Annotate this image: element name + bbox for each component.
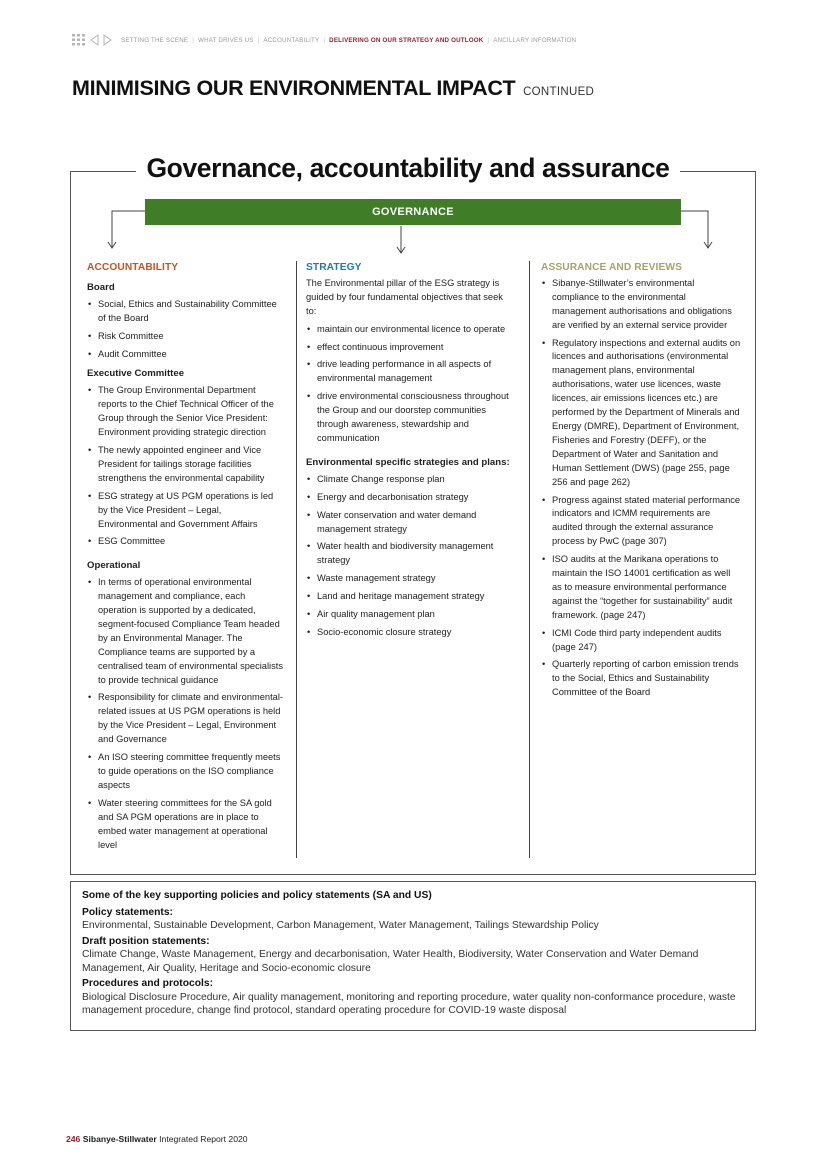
list-item: • The Group Environmental Department reports to the Chief Technical Officer of the Group through the Senior Vice President: Environment providing strategic direction xyxy=(87,384,283,440)
list-item: • Regulatory inspections and external audits on licences and authorisations (environmental management plans, environmental authorisations, water use licences, waste licences, air emissions licences etc.) are performed by the Department of Minerals and Energy (DMRE), Department of Environment, Fisheries and Forestry (DEFF), or the Department of Water and Sanitation and Human Settlement (DWS) (page 255, page 256 and page 262) xyxy=(541,337,741,490)
list-item: • Water conservation and water demand management strategy xyxy=(306,509,514,537)
governance-bar: GOVERNANCE xyxy=(145,199,681,225)
list-item: • An ISO steering committee frequently meets to guide operations on the ISO compliance aspects xyxy=(87,751,283,793)
list-item: • Quarterly reporting of carbon emission trends to the Social, Ethics and Sustainability Committee of the Board xyxy=(541,658,741,700)
nav-link-what-drives-us[interactable]: WHAT DRIVES US xyxy=(198,36,254,44)
footer-company: Sibanye-Stillwater xyxy=(82,1134,157,1144)
column-divider xyxy=(296,261,297,858)
operational-list xyxy=(87,576,283,852)
nav-link-ancillary-information[interactable]: ANCILLARY INFORMATION xyxy=(493,36,577,44)
strategy-intro: The Environmental pillar of the ESG strategy is guided by four fundamental objectives that seek to: xyxy=(306,277,503,316)
accountability-heading: ACCOUNTABILITY xyxy=(87,262,179,273)
list-item: • Sibanye-Stillwater’s environmental compliance to the environmental management authorisations and obligations are verified by an external service provider xyxy=(541,277,741,333)
footer-report: Integrated Report 2020 xyxy=(159,1134,248,1144)
list-item: • drive leading performance in all aspects of environmental management xyxy=(306,358,514,386)
page-number: 246 xyxy=(66,1134,81,1144)
list-item: • Land and heritage management strategy xyxy=(306,590,514,604)
list-item: • Energy and decarbonisation strategy xyxy=(306,491,514,505)
board-heading: Board xyxy=(87,281,115,293)
policies-title: Some of the key supporting policies and policy statements (SA and US) xyxy=(82,890,432,901)
assurance-column xyxy=(541,261,741,704)
policy-statements-text: Environmental, Sustainable Development, Carbon Management, Water Management, Tailings Stewardship Policy xyxy=(82,920,599,931)
plans-heading: Environmental specific strategies and plans: xyxy=(306,456,510,468)
strategy-objectives-list xyxy=(306,323,514,446)
list-item: • Waste management strategy xyxy=(306,572,514,586)
list-item: • The newly appointed engineer and Vice President for tailings storage facilities strengthens the environmental capability xyxy=(87,444,283,486)
nav-separator: | xyxy=(323,36,326,44)
board-list xyxy=(87,298,283,362)
strategy-heading: STRATEGY xyxy=(306,262,362,273)
operational-heading: Operational xyxy=(87,560,141,572)
list-item: • Water steering committees for the SA gold and SA PGM operations are in place to embed water management at operational level xyxy=(87,797,283,853)
list-item: • drive environmental consciousness throughout the Group and our doorstep communities through awareness, stewardship and communication xyxy=(306,390,514,446)
list-item: • In terms of operational environmental management and compliance, each operation is supported by a dedicated, segment-focused Compliance Team headed by an Environmental Manager. The Compliance teams are supported by a centralised team of environmental specialists to provide technical guidance xyxy=(87,576,283,687)
strategy-column xyxy=(306,261,514,644)
assurance-list xyxy=(541,277,741,700)
nav-link-delivering-strategy[interactable]: DELIVERING ON OUR STRATEGY AND OUTLOOK xyxy=(329,36,484,44)
executive-committee-list xyxy=(87,384,283,549)
procedures-heading: Procedures and protocols: xyxy=(82,978,214,989)
list-item: • Climate Change response plan xyxy=(306,473,514,487)
list-item: • Socio-economic closure strategy xyxy=(306,626,514,640)
assurance-heading: ASSURANCE AND REVIEWS xyxy=(541,262,682,273)
list-item: • Risk Committee xyxy=(87,330,283,344)
plans-list xyxy=(306,473,514,640)
nav-separator: | xyxy=(257,36,260,44)
list-item: • maintain our environmental licence to operate xyxy=(306,323,514,337)
list-item: • ESG Committee xyxy=(87,535,283,549)
list-item: • ICMI Code third party independent audits (page 247) xyxy=(541,627,741,655)
nav-link-accountability[interactable]: ACCOUNTABILITY xyxy=(263,36,320,44)
connector-arrows xyxy=(0,0,826,260)
draft-position-text: Climate Change, Waste Management, Energy and decarbonisation, Water Health, Biodiversity, Water Conservation and Water Demand Management, Air Quality, Heritage and Socio-economic closure xyxy=(82,949,699,974)
list-item: • Responsibility for climate and environmental-related issues at US PGM operations is held by the Vice President – Legal, Environment and Governance xyxy=(87,691,283,747)
section-heading: Governance, accountability and assurance xyxy=(146,153,670,183)
page-title-text: MINIMISING OUR ENVIRONMENTAL IMPACT xyxy=(72,76,516,100)
procedures-text: Biological Disclosure Procedure, Air quality management, monitoring and reporting procedure, water quality non-conformance procedure, waste management procedure, change find protocol, standard operating procedure for COVID-19 waste disposal xyxy=(82,991,736,1016)
nav-separator: | xyxy=(192,36,195,44)
nav-link-setting-the-scene[interactable]: SETTING THE SCENE xyxy=(121,36,189,44)
list-item: • Progress against stated material performance indicators and ICMM requirements are audited through the external assurance process by PwC (page 307) xyxy=(541,494,741,550)
list-item: • Air quality management plan xyxy=(306,608,514,622)
list-item: • ISO audits at the Marikana operations to maintain the ISO 14001 certification as well as to measure environmental performance against the “together for sustainability” audit framework. (page 247) xyxy=(541,553,741,623)
policies-box xyxy=(70,881,756,1031)
page-title-suffix: CONTINUED xyxy=(523,86,595,98)
nav-separator: | xyxy=(487,36,490,44)
policy-statements-heading: Policy statements: xyxy=(82,906,173,918)
list-item: • effect continuous improvement xyxy=(306,341,514,355)
list-item: • ESG strategy at US PGM operations is led by the Vice President – Legal, Environmental and Government Affairs xyxy=(87,490,283,532)
column-divider xyxy=(529,261,530,858)
list-item: • Social, Ethics and Sustainability Committee of the Board xyxy=(87,298,283,326)
list-item: • Audit Committee xyxy=(87,348,283,362)
executive-committee-heading: Executive Committee xyxy=(87,368,185,380)
page-footer xyxy=(66,1134,248,1144)
accountability-column xyxy=(87,261,283,856)
list-item: • Water health and biodiversity management strategy xyxy=(306,540,514,568)
draft-position-heading: Draft position statements: xyxy=(82,935,210,947)
